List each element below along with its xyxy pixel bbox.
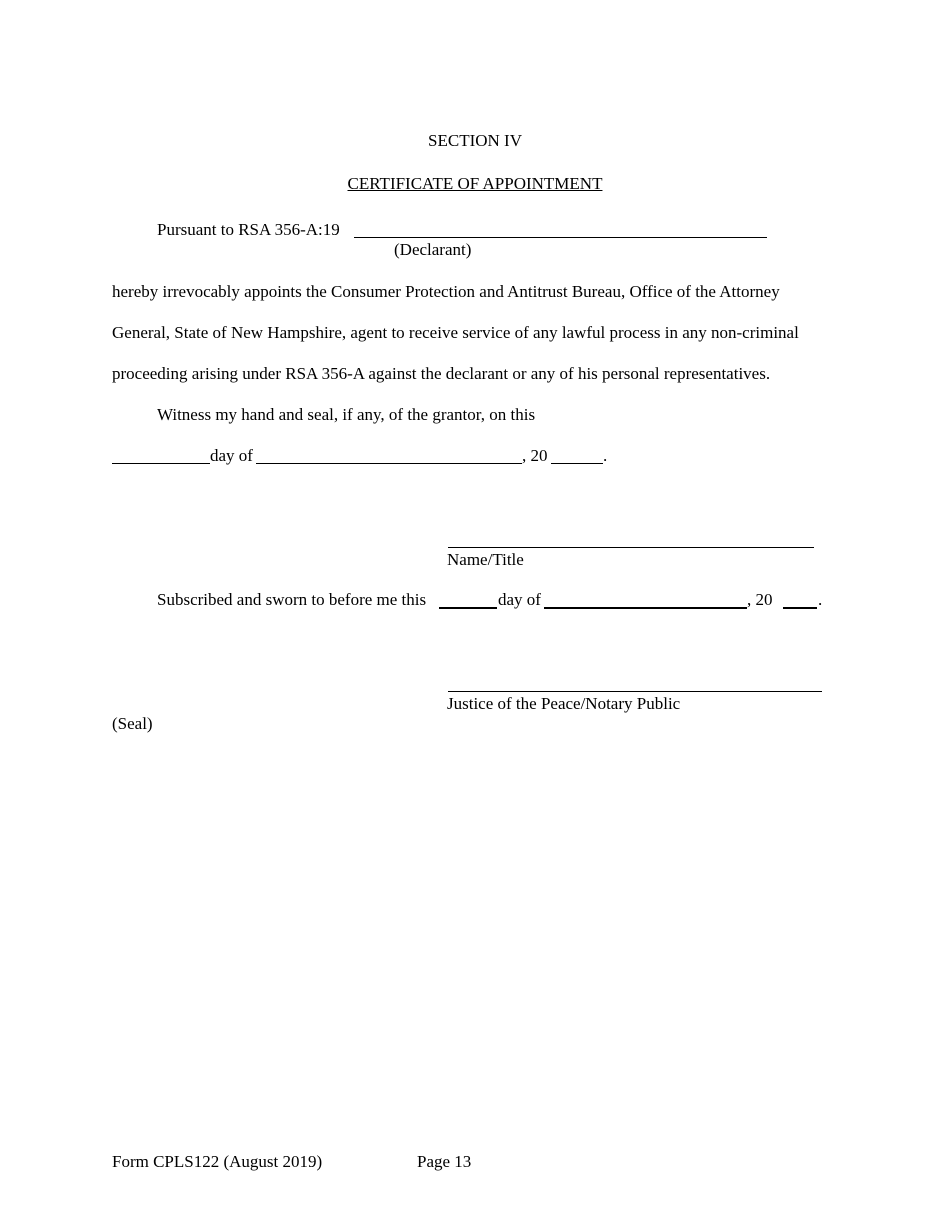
name-title-caption: Name/Title bbox=[447, 550, 524, 569]
certificate-title-text: CERTIFICATE OF APPOINTMENT bbox=[347, 174, 603, 193]
witness-day-blank[interactable] bbox=[112, 463, 210, 464]
sworn-text: Subscribed and sworn to before me this bbox=[157, 590, 427, 609]
seal-label: (Seal) bbox=[112, 714, 153, 733]
notary-caption: Justice of the Peace/Notary Public bbox=[447, 694, 681, 713]
declarant-caption: (Declarant) bbox=[394, 240, 472, 259]
witness-text: Witness my hand and seal, if any, of the grantor, on this bbox=[157, 405, 536, 424]
sworn-period: . bbox=[818, 590, 823, 609]
body-line-3: proceeding arising under RSA 356-A against the declarant or any of his personal representatives. bbox=[112, 364, 771, 383]
notary-signature-blank[interactable] bbox=[448, 691, 822, 692]
witness-day-of: day of bbox=[210, 446, 253, 465]
body-line-2: General, State of New Hampshire, agent to receive service of any lawful process in any non-criminal bbox=[112, 323, 799, 342]
footer-form: Form CPLS122 (August 2019) bbox=[112, 1152, 323, 1171]
sworn-day-of: day of bbox=[498, 590, 541, 609]
certificate-title bbox=[0, 174, 950, 194]
body-line-1: hereby irrevocably appoints the Consumer Protection and Antitrust Bureau, Office of the Attorney bbox=[112, 282, 780, 301]
sworn-day-blank[interactable] bbox=[439, 607, 497, 609]
sworn-year-blank[interactable] bbox=[783, 607, 817, 609]
pursuant-intro: Pursuant to RSA 356-A:19 bbox=[157, 220, 340, 239]
witness-year-prefix: , 20 bbox=[522, 446, 548, 465]
witness-period: . bbox=[603, 446, 608, 465]
declarant-blank[interactable] bbox=[354, 237, 767, 238]
section-heading: SECTION IV bbox=[428, 131, 522, 150]
sworn-month-blank[interactable] bbox=[544, 607, 747, 609]
witness-year-blank[interactable] bbox=[551, 463, 603, 464]
footer-page: Page 13 bbox=[417, 1152, 472, 1171]
witness-month-blank[interactable] bbox=[256, 463, 522, 464]
signature-blank[interactable] bbox=[448, 547, 814, 548]
sworn-year-prefix: , 20 bbox=[747, 590, 773, 609]
